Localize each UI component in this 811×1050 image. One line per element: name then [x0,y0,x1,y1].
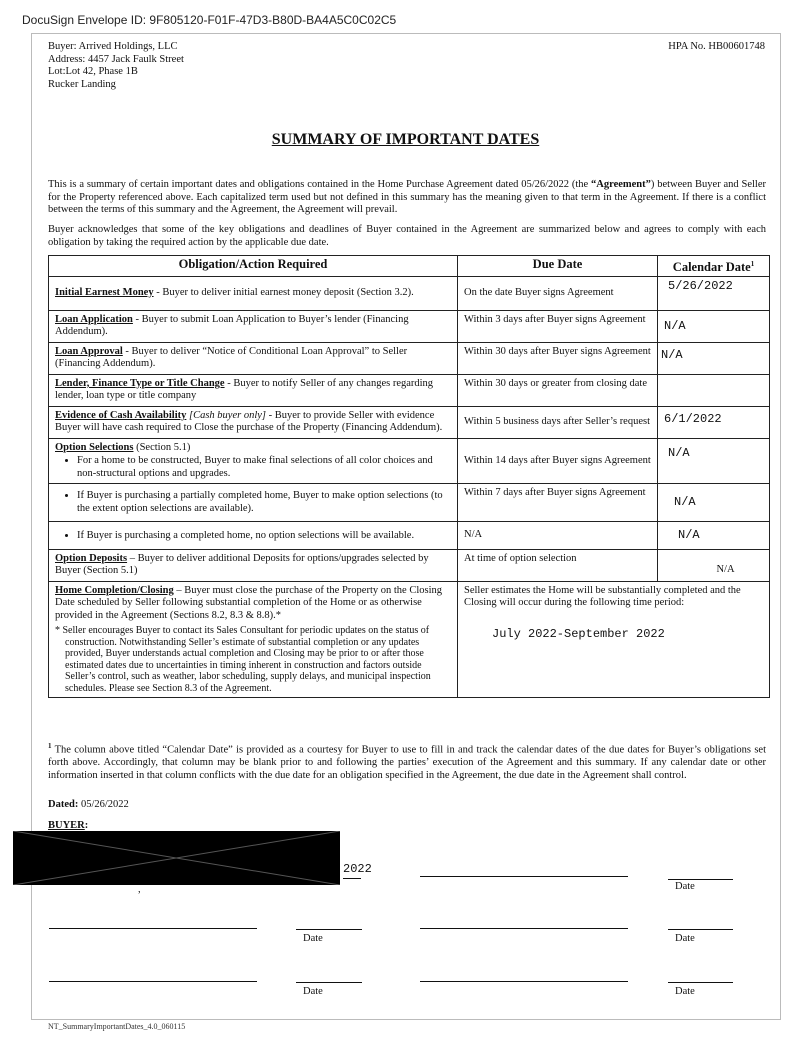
calendar-date-cell[interactable]: N/A [658,342,770,374]
due-date-cell: Within 5 business days after Seller’s request [458,406,658,438]
signature-line[interactable] [49,981,257,982]
obligation-text: - Buyer to provide Seller with evidence Buyer will have cash required to Close the purchase of the Property (Financing Addendum). [55,409,443,434]
obligation-text: (Section 5.1) [133,441,191,453]
envelope-id: DocuSign Envelope ID: 9F805120-F01F-47D3-B80D-BA4A5C0C02C5 [22,13,397,27]
obligation-text: – Buyer must close the purchase of the Property on the Closing Date scheduled by Seller following substantial completion of the Home or as otherwise provided in the Agreement (Sections 8.2, 8.3 & 8.8).* [55,584,443,621]
calendar-date-cell[interactable]: 6/1/2022 [658,406,770,438]
obligation-label: Loan Approval [55,345,123,357]
obligation-label: Option Deposits [55,552,128,564]
date-label: Date [675,881,695,892]
option-list [55,455,451,480]
intro-text-b: ) between Buyer and Seller for the Property referenced above. Each capitalized term used but not defined in this summary has the meaning given to that term in the Agreement. If there is a conflict between the terms of this summary and the Agreement, the Agreement will prevail. [48,179,766,215]
property-address: Address: 4457 Jack Faulk Street [48,53,184,65]
obligation-label: Loan Application [55,313,133,325]
table-row [49,484,770,522]
obligation-text: - Buyer to submit Loan Application to Buyer’s lender (Financing Addendum). [55,313,409,338]
table-row [49,549,770,581]
obligation-qualifier: [Cash buyer only] [188,409,266,421]
obligation-text: - Buyer to deliver initial earnest money deposit (Section 3.2). [153,286,414,298]
date-line[interactable] [668,982,733,983]
list-item: • For a home to be constructed, Buyer to make final selections of all color choices and non-structural options and upgrades. [77,455,451,480]
calendar-date-cell[interactable]: N/A [658,310,770,342]
calendar-date-cell[interactable]: N/A [658,549,770,581]
header-obligation: Obligation/Action Required [49,256,458,277]
obligation-cell [49,549,458,581]
table-row [49,342,770,374]
redacted-signature [13,831,340,885]
obligation-cell [49,581,458,698]
dated-label: Dated: [48,799,79,810]
obligation-cell [49,438,458,484]
due-date-cell: Within 3 days after Buyer signs Agreement [458,310,658,342]
buyer-label-colon: : [84,820,89,831]
footnote-ref: 1 [750,260,755,268]
calendar-date-cell[interactable]: N/A [658,484,770,522]
calendar-date-cell[interactable]: N/A [658,438,770,484]
obligation-label: Option Selections [55,441,134,453]
intro-paragraph [48,179,766,217]
table-row [49,581,770,698]
obligation-label: Initial Earnest Money [55,286,154,298]
signature-line[interactable] [49,928,257,929]
table-header-row [49,256,770,277]
obligation-text: – Buyer to deliver additional Deposits for options/upgrades selected by Buyer (Section 5.1) [55,552,429,577]
completion-period[interactable]: July 2022-September 2022 [492,626,665,641]
obligation-cell [49,310,458,342]
footnote-mark: 1 [48,742,52,750]
signature-comma: , [138,884,141,895]
table-row [49,438,770,484]
hpa-number: HPA No. HB00601748 [668,41,765,52]
buyer-section-label [48,820,88,831]
obligations-table [48,255,770,698]
header-calendar-date [658,256,770,277]
due-date-cell: Within 30 days or greater from closing date [458,374,658,406]
footnote-text: The column above titled “Calendar Date” is provided as a courtesy for Buyer to use to fill in and track the calendar dates of the due dates for Buyer’s obligations set forth above. Accordingly, that column may be blank prior to and following the parties’ execution of the Agreement and this summary. If any calendar date or other information inserted in that column conflicts with the due date for an obligation specified in the Agreement, the due date in the Agreement shall control. [48,744,766,781]
signature-line[interactable] [420,981,628,982]
option-list [55,530,451,543]
obligation-label: Home Completion/Closing [55,584,174,596]
obligation-label: Evidence of Cash Availability [55,409,187,421]
calendar-date-cell[interactable] [658,374,770,406]
signature-line[interactable] [420,876,628,877]
obligation-cell [49,342,458,374]
intro-agreement-term: “Agreement” [591,179,651,190]
due-date-cell: On the date Buyer signs Agreement [458,276,658,310]
community-name: Rucker Landing [48,78,116,90]
obligation-text: - Buyer to notify Seller of any changes regarding lender, loan type or title company [55,377,434,402]
buyer-name: Buyer: Arrived Holdings, LLC [48,41,178,52]
form-footer: NT_SummaryImportantDates_4.0_060115 [48,1022,186,1031]
date-line[interactable] [668,929,733,930]
due-date-cell: N/A [458,522,658,550]
date-line[interactable] [668,879,733,880]
due-date-cell: Within 14 days after Buyer signs Agreement [458,438,658,484]
signature-year: 2022 [343,862,372,876]
acknowledgment-paragraph: Buyer acknowledges that some of the key obligations and deadlines of Buyer contained in the Agreement are summarized below and agrees to comply with each obligation by taking the required action by the applicable due date. [48,224,766,248]
date-line[interactable] [296,929,362,930]
dated-line [48,799,129,810]
date-label: Date [303,986,323,997]
due-date-cell: Within 7 days after Buyer signs Agreement [458,484,658,522]
obligation-cell [49,484,458,522]
dated-value: 05/26/2022 [78,799,129,810]
obligation-text: - Buyer to deliver “Notice of Conditional Loan Approval” to Seller (Financing Addendum). [55,345,408,370]
property-header [48,41,184,91]
table-row [49,522,770,550]
table-row [49,310,770,342]
date-label: Date [303,933,323,944]
obligation-cell [49,406,458,438]
list-item: • If Buyer is purchasing a partially completed home, Buyer to make option selections (to the extent option selections are available). [77,490,451,515]
obligation-cell [49,522,458,550]
calendar-date-cell[interactable]: 5/26/2022 [658,276,770,310]
obligation-label: Lender, Finance Type or Title Change [55,377,225,389]
calendar-date-cell[interactable]: N/A [658,522,770,550]
completion-estimate-cell [458,581,770,698]
obligation-cell [49,276,458,310]
obligation-cell [49,374,458,406]
lot-info: Lot:Lot 42, Phase 1B [48,66,138,77]
buyer-label: BUYER [48,820,85,831]
page-title: SUMMARY OF IMPORTANT DATES [271,131,540,148]
date-line[interactable] [296,982,362,983]
table-row [49,406,770,438]
table-row [49,276,770,310]
completion-estimate-text: Seller estimates the Home will be substantially completed and the Closing will occur during the following time period: [464,584,741,609]
due-date-cell: At time of option selection [458,549,658,581]
header-due-date: Due Date [458,256,658,277]
table-row [49,374,770,406]
signature-line[interactable] [420,928,628,929]
redaction-x-icon [13,831,340,885]
date-label: Date [675,986,695,997]
date-label: Date [675,933,695,944]
completion-note: * Seller encourages Buyer to contact its Sales Consultant for periodic updates on the status of construction. Notwithstanding Seller’s estimate of substantial completion or any updates provided, Buyer understands actual completion and Closing may be prior to or after those estimated dates due to uncertainties in timing inherent in construction and factors outside Seller’s control, such as weather, labor scheduling, supply delays, and municipal inspection schedules. Please see Section 8.3 of the Agreement. [55,625,431,694]
header-calendar-date-label: Calendar Date [672,260,751,275]
footnote [48,740,766,782]
intro-text-a: This is a summary of certain important dates and obligations contained in the Home Purchase Agreement dated 05/26/2022 (the [48,179,592,190]
option-list [55,490,451,515]
due-date-cell: Within 30 days after Buyer signs Agreement [458,342,658,374]
list-item: • If Buyer is purchasing a completed home, no option selections will be available. [77,530,451,543]
signature-line [343,878,361,879]
